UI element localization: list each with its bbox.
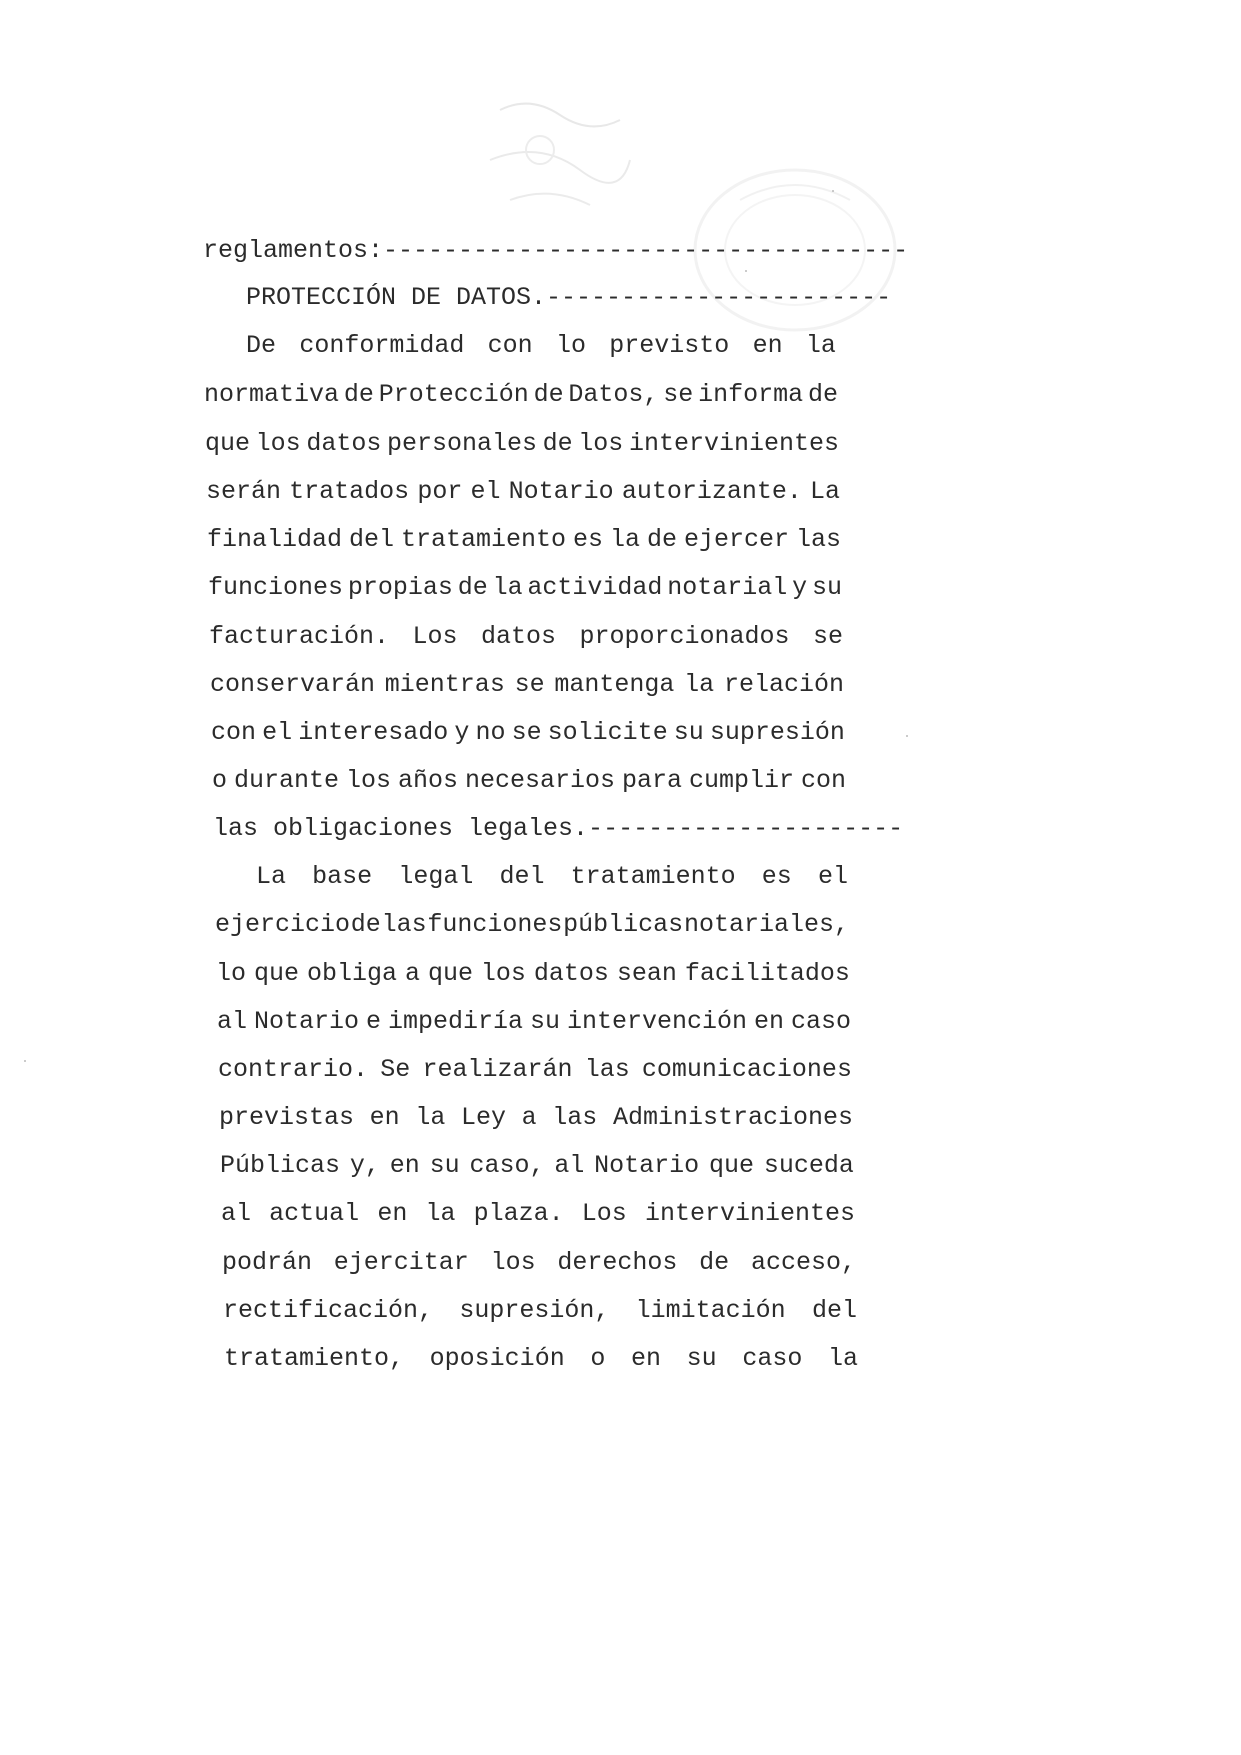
paragraph2-line (223, 1296, 857, 1326)
word: con (800, 766, 846, 795)
word: al (554, 1151, 585, 1180)
word: en (753, 1007, 784, 1036)
word: se (511, 718, 542, 747)
word: Los (412, 622, 458, 651)
word: oposición (429, 1344, 565, 1373)
word: la (827, 1344, 858, 1373)
word: caso (790, 1007, 851, 1036)
word: Notario (508, 477, 614, 506)
word: personales (386, 429, 537, 458)
word: intervinientes (628, 429, 839, 458)
word: en (369, 1103, 400, 1132)
word: rectificación, (223, 1296, 434, 1325)
word: que (205, 429, 251, 458)
word: de (646, 525, 677, 554)
word: serán (206, 477, 282, 506)
word: normativa (204, 380, 340, 409)
word: de (699, 1248, 730, 1277)
word: suceda (763, 1151, 854, 1180)
word: contrario. (218, 1055, 369, 1084)
word: podrán (222, 1248, 313, 1277)
word: sean (616, 959, 677, 988)
paragraph2-line (215, 910, 849, 940)
word: mantenga (554, 670, 675, 699)
word: al (217, 1007, 248, 1036)
paragraph1-line (211, 718, 845, 748)
paragraph1-line (210, 670, 844, 700)
word: ejercicio (215, 910, 351, 939)
word: De (246, 331, 277, 360)
word: necesarios (464, 766, 615, 795)
word: supresión (709, 718, 845, 747)
word: que (427, 959, 473, 988)
word: se (812, 622, 843, 651)
word: tratados (289, 477, 410, 506)
word: e (365, 1007, 381, 1036)
word: las (552, 1103, 598, 1132)
word: lo (555, 331, 586, 360)
paragraph2-line (216, 959, 850, 989)
word: intervinientes (644, 1199, 855, 1228)
word: caso (742, 1344, 803, 1373)
word: tratamiento (570, 862, 736, 891)
word: realizarán (422, 1055, 573, 1084)
word: Notario (253, 1007, 360, 1036)
word: durante (233, 766, 340, 795)
word: plaza. (473, 1199, 564, 1228)
word: y (454, 718, 470, 747)
paragraph2-line (224, 1344, 858, 1374)
word: lo (216, 959, 247, 988)
word: legal (398, 862, 474, 891)
paragraph1-line (204, 380, 838, 410)
word: impediría (387, 1007, 523, 1036)
word: actividad (527, 573, 663, 602)
word: la (492, 573, 523, 602)
word: los (480, 959, 526, 988)
word: datos (306, 429, 382, 458)
word: en (752, 331, 783, 360)
paragraph1-line (212, 766, 846, 796)
word: las (381, 910, 427, 939)
word: comunicaciones (641, 1055, 852, 1084)
scan-speck (745, 270, 747, 272)
word: Ley (460, 1103, 506, 1132)
paragraph1-line (205, 429, 839, 459)
word: de (807, 380, 838, 409)
word: es (761, 862, 792, 891)
word: Protección (378, 380, 529, 409)
word: autorizante. (621, 477, 802, 506)
word: funciones (208, 573, 344, 602)
word: los (255, 429, 301, 458)
word: la (805, 331, 836, 360)
paragraph1-line-last: las obligaciones legales.--------------------- (213, 814, 904, 843)
word: la (425, 1199, 456, 1228)
word: limitación (635, 1296, 786, 1325)
scan-speck (24, 1060, 26, 1062)
word: que (709, 1151, 755, 1180)
word: tratamiento, (224, 1344, 405, 1373)
word: para (621, 766, 682, 795)
word: La (809, 477, 840, 506)
word: de (343, 380, 374, 409)
word: tratamiento (400, 525, 567, 554)
word: las (795, 525, 841, 554)
word: facilitados (684, 959, 850, 988)
word: su (811, 573, 842, 602)
word: previsto (609, 331, 730, 360)
word: a (521, 1103, 537, 1132)
word: su (686, 1344, 717, 1373)
word: funciones (427, 910, 563, 939)
word: caso, (469, 1151, 545, 1180)
paragraph1-line (209, 622, 843, 652)
word: base (312, 862, 373, 891)
word: los (345, 766, 391, 795)
paragraph1-line (206, 477, 840, 507)
word: por (417, 477, 463, 506)
word: conservarán (210, 670, 376, 699)
word: en (631, 1344, 662, 1373)
word: Notario (594, 1151, 700, 1180)
word: del (499, 862, 545, 891)
word: se (514, 670, 545, 699)
word: conformidad (299, 331, 465, 360)
paragraph2-line (256, 862, 848, 892)
word: o (590, 1344, 606, 1373)
word: obliga (306, 959, 397, 988)
word: proporcionados (579, 622, 790, 651)
word: notarial (667, 573, 788, 602)
word: el (817, 862, 848, 891)
word: datos (480, 622, 556, 651)
word: facturación. (209, 622, 390, 651)
paragraph1-line (208, 573, 842, 603)
word: Se (380, 1055, 411, 1084)
paragraph2-line (219, 1103, 853, 1133)
word: las (584, 1055, 630, 1084)
word: al (221, 1199, 252, 1228)
word: derechos (557, 1248, 678, 1277)
word: se (663, 380, 694, 409)
word: ejercer (683, 525, 789, 554)
word: propias (347, 573, 453, 602)
word: su (673, 718, 704, 747)
word: años (397, 766, 458, 795)
word: mientras (384, 670, 505, 699)
word: su (429, 1151, 460, 1180)
word: Administraciones (612, 1103, 853, 1132)
word: datos (533, 959, 609, 988)
word: en (377, 1199, 408, 1228)
word: previstas (219, 1103, 355, 1132)
paragraph2-line (217, 1007, 851, 1037)
word: de (350, 910, 381, 939)
word: del (811, 1296, 857, 1325)
word: La (256, 862, 287, 891)
word: y (792, 573, 808, 602)
word: la (415, 1103, 446, 1132)
word: los (578, 429, 624, 458)
word: que (253, 959, 299, 988)
word: o (212, 766, 228, 795)
word: Los (581, 1199, 627, 1228)
word: su (529, 1007, 560, 1036)
word: la (609, 525, 640, 554)
word: el (470, 477, 501, 506)
word: relación (723, 670, 844, 699)
word: el (262, 718, 293, 747)
word: actual (269, 1199, 360, 1228)
word: a (404, 959, 420, 988)
header-line: reglamentos:----------------------------------- (203, 236, 909, 265)
section-title: PROTECCIÓN DE DATOS.----------------------- (246, 283, 892, 312)
paragraph1-line (246, 331, 836, 361)
word: públicas (563, 910, 684, 939)
word: finalidad (207, 525, 343, 554)
paragraph2-line (220, 1151, 854, 1181)
word: con (211, 718, 257, 747)
word: solicite (547, 718, 668, 747)
scan-speck (832, 190, 834, 192)
paragraph1-line (207, 525, 841, 555)
word: del (349, 525, 395, 554)
word: cumplir (688, 766, 794, 795)
word: con (487, 331, 533, 360)
word: notariales, (683, 910, 849, 939)
word: intervención (566, 1007, 747, 1036)
word: informa (698, 380, 804, 409)
word: y, (349, 1151, 380, 1180)
paragraph2-line (221, 1199, 855, 1229)
word: de (457, 573, 488, 602)
word: en (389, 1151, 420, 1180)
word: interesado (298, 718, 449, 747)
paragraph2-line (222, 1248, 856, 1278)
word: de (533, 380, 564, 409)
word: Públicas (220, 1151, 341, 1180)
word: supresión, (459, 1296, 610, 1325)
word: acceso, (750, 1248, 856, 1277)
word: de (542, 429, 573, 458)
word: los (490, 1248, 536, 1277)
word: Datos, (568, 380, 659, 409)
word: es (572, 525, 603, 554)
paragraph2-line (218, 1055, 852, 1085)
word: la (684, 670, 715, 699)
word: ejercitar (333, 1248, 469, 1277)
word: no (475, 718, 506, 747)
scan-speck (906, 735, 908, 737)
